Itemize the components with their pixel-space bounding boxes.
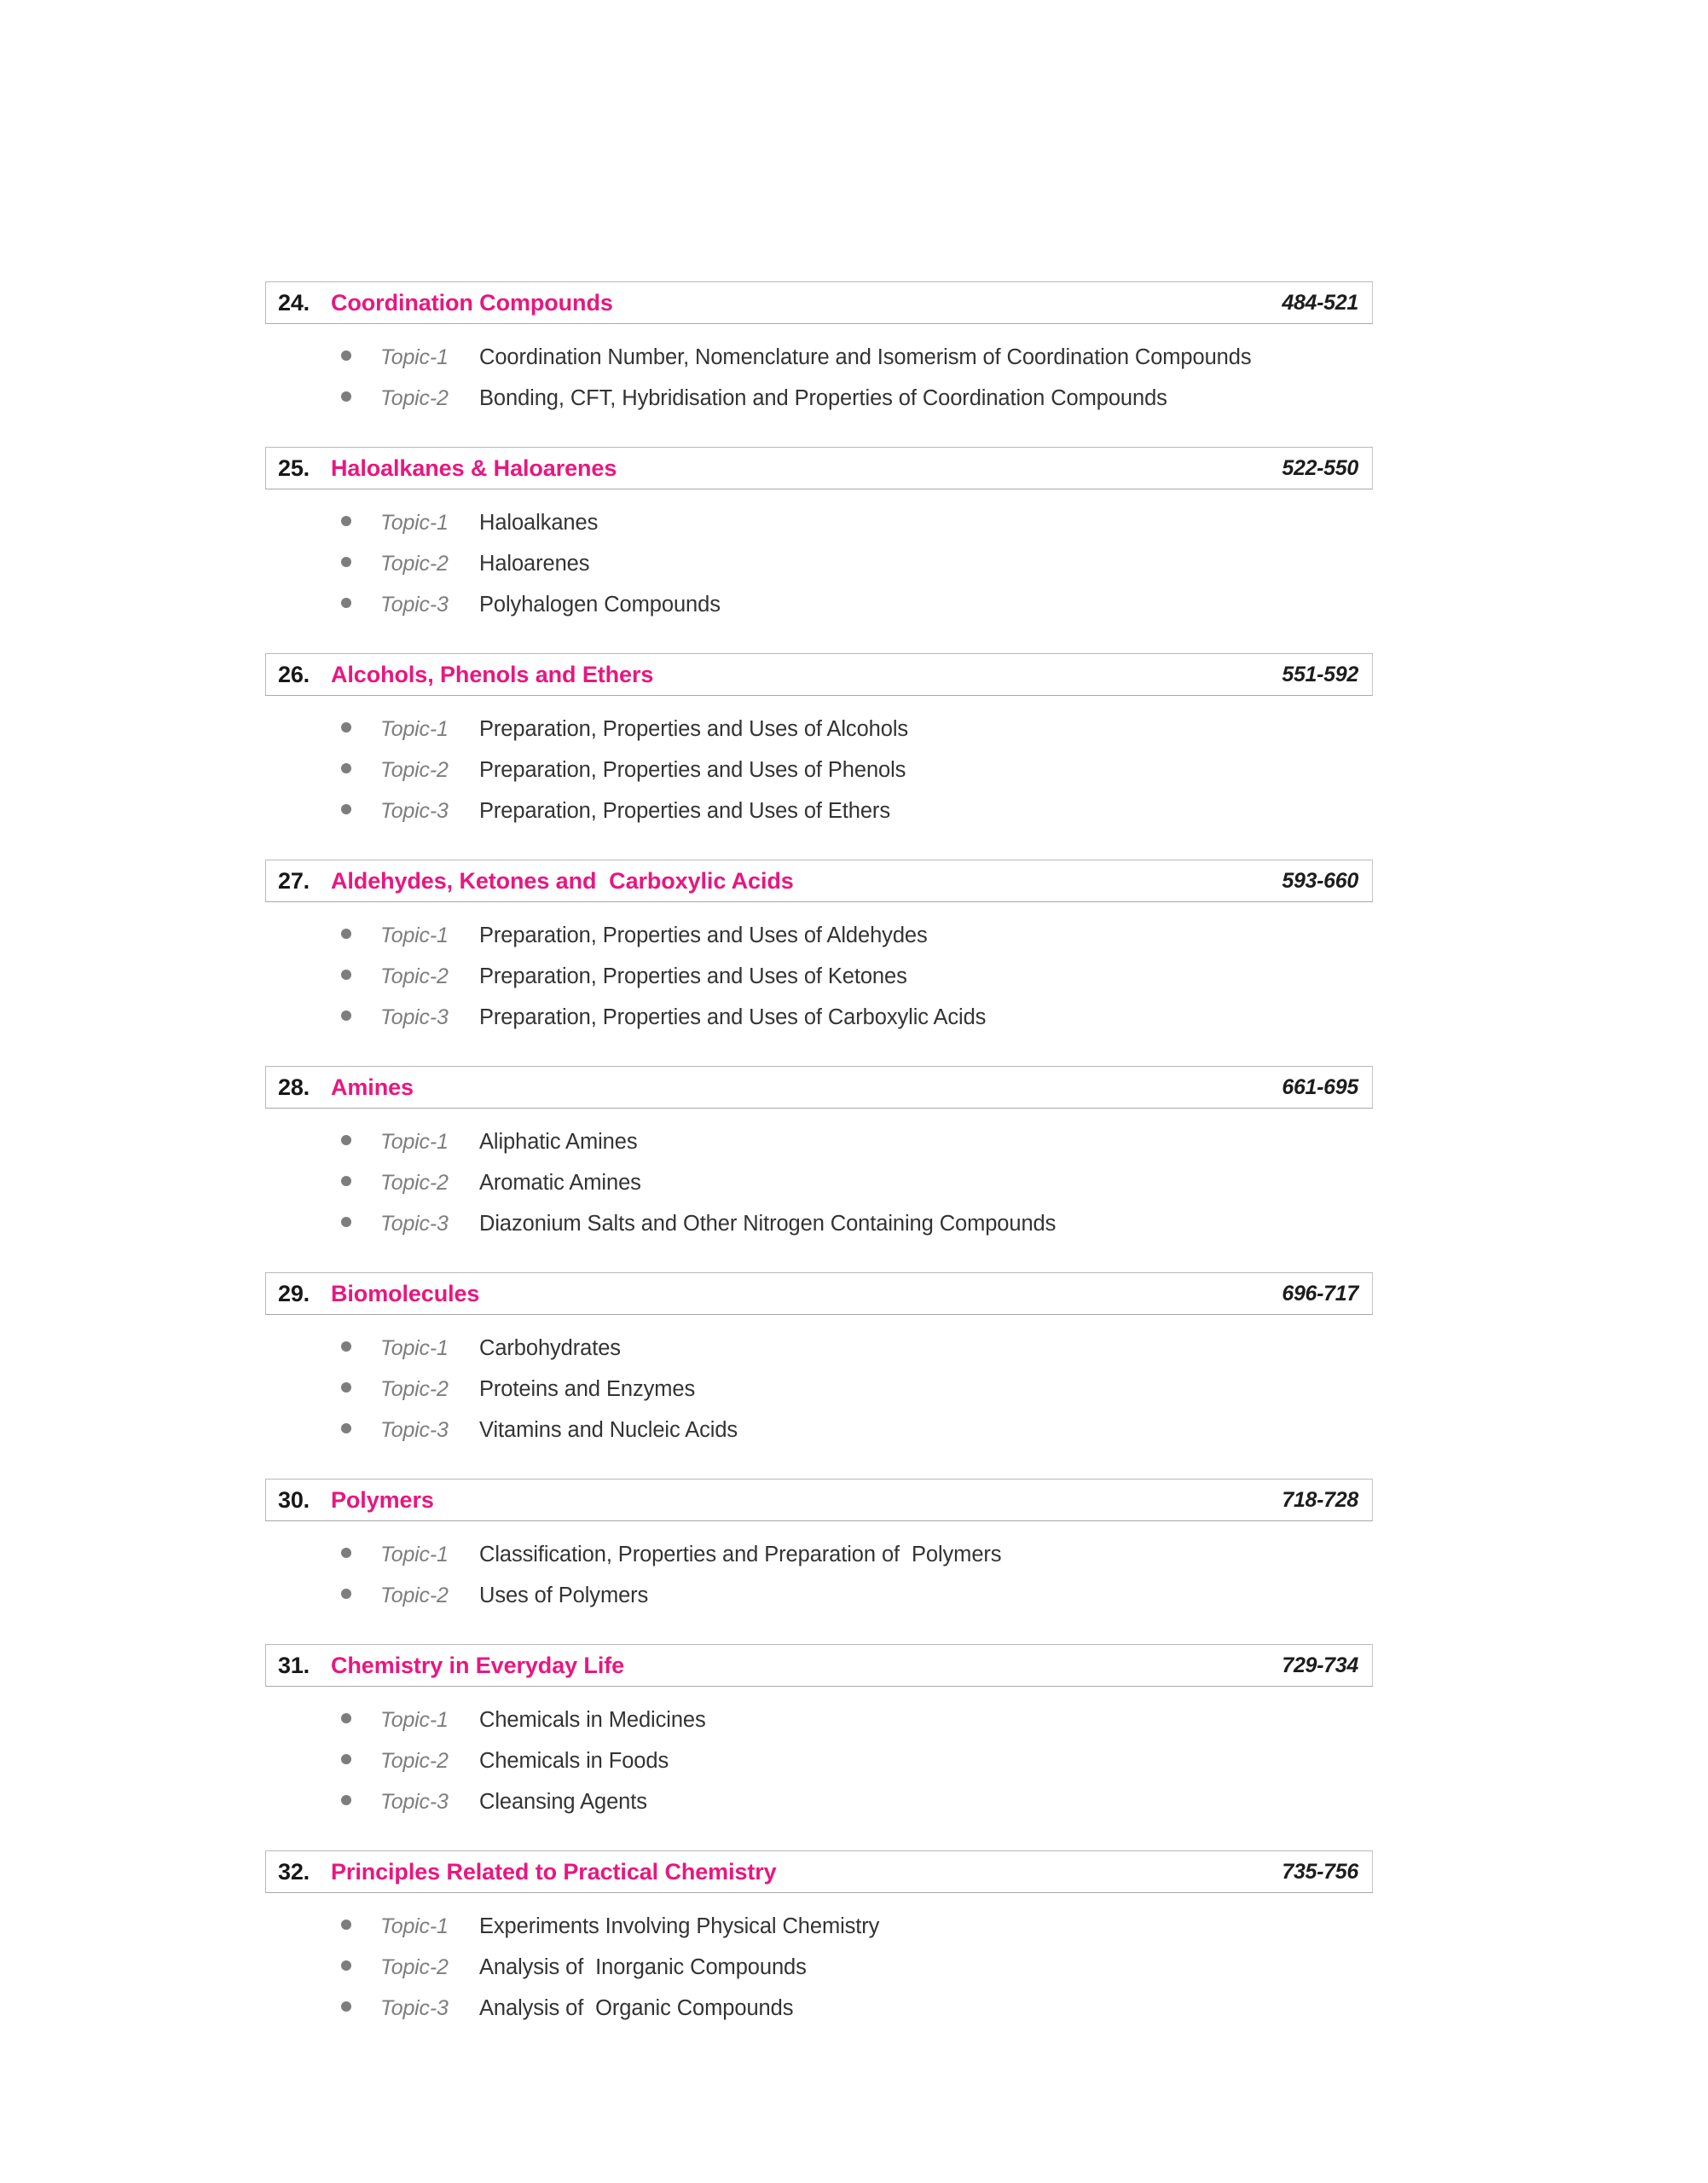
topic-description: Proteins and Enzymes xyxy=(479,1377,696,1401)
topic-description: Preparation, Properties and Uses of Phenols xyxy=(479,758,906,782)
chapter-number: 28. xyxy=(278,1074,310,1100)
bullet-icon xyxy=(265,587,380,608)
bullet-icon xyxy=(265,505,380,526)
topic-description: Preparation, Properties and Uses of Carboxylic Acids xyxy=(479,1005,987,1029)
topic-row[interactable] xyxy=(265,1206,1374,1247)
chapter-number: 32. xyxy=(278,1858,310,1885)
topic-label: Topic-1 xyxy=(380,1708,449,1732)
topic-label: Topic-1 xyxy=(380,345,449,369)
topic-label: Topic-1 xyxy=(380,717,449,741)
topic-row[interactable] xyxy=(265,999,1374,1040)
topic-row[interactable] xyxy=(265,1949,1374,1990)
chapter-page-range: 551-592 xyxy=(1282,662,1358,686)
topic-description: Chemicals in Medicines xyxy=(479,1708,706,1732)
chapter-number: 29. xyxy=(278,1280,310,1306)
topic-row[interactable] xyxy=(265,1330,1374,1371)
topic-row[interactable] xyxy=(265,546,1374,587)
bullet-icon xyxy=(265,1784,380,1805)
topic-label: Topic-2 xyxy=(380,964,449,988)
bullet-icon xyxy=(265,1578,380,1599)
chapter-title[interactable]: Polymers xyxy=(331,1486,434,1513)
topic-description: Preparation, Properties and Uses of Ethers xyxy=(479,799,890,823)
topic-row[interactable] xyxy=(265,752,1374,793)
chapter-page-range: 484-521 xyxy=(1282,290,1358,315)
topic-row[interactable] xyxy=(265,587,1374,628)
topic-description: Uses of Polymers xyxy=(479,1584,649,1607)
chapter-title[interactable]: Biomolecules xyxy=(331,1280,480,1306)
chapter-topic-list xyxy=(265,902,1374,1066)
topic-row[interactable] xyxy=(265,1784,1374,1825)
chapter-entry-24 xyxy=(265,281,1374,447)
topic-row[interactable] xyxy=(265,505,1374,546)
chapter-number: 31. xyxy=(278,1652,310,1678)
bullet-icon xyxy=(265,1330,380,1352)
bullet-icon xyxy=(265,339,380,361)
topic-description: Haloalkanes xyxy=(479,511,599,535)
bullet-icon xyxy=(265,1949,380,1971)
topic-description: Haloarenes xyxy=(479,552,590,576)
topic-label: Topic-2 xyxy=(380,1584,449,1607)
chapter-header-bar[interactable] xyxy=(265,1066,1373,1109)
chapter-header-bar[interactable] xyxy=(265,860,1373,902)
chapter-header-bar[interactable] xyxy=(265,1850,1373,1893)
topic-label: Topic-1 xyxy=(380,511,449,535)
topic-description: Aromatic Amines xyxy=(479,1171,641,1195)
chapter-title[interactable]: Alcohols, Phenols and Ethers xyxy=(331,661,654,687)
topic-description: Chemicals in Foods xyxy=(479,1749,669,1773)
topic-description: Preparation, Properties and Uses of Aldehydes xyxy=(479,924,928,947)
topic-description: Coordination Number, Nomenclature and Isomerism of Coordination Compounds xyxy=(479,345,1252,369)
bullet-icon xyxy=(265,958,380,980)
chapter-title[interactable]: Amines xyxy=(331,1074,414,1100)
chapter-topic-list xyxy=(265,696,1374,860)
chapter-entry-25 xyxy=(265,447,1374,653)
chapter-entry-29 xyxy=(265,1272,1374,1479)
chapter-title[interactable]: Haloalkanes & Haloarenes xyxy=(331,455,617,481)
chapter-topic-list xyxy=(265,1687,1374,1850)
chapter-number: 27. xyxy=(278,867,310,894)
table-of-contents xyxy=(265,281,1374,2057)
bullet-icon xyxy=(265,918,380,939)
topic-description: Analysis of Inorganic Compounds xyxy=(479,1955,807,1979)
topic-description: Experiments Involving Physical Chemistry xyxy=(479,1914,880,1938)
topic-row[interactable] xyxy=(265,1702,1374,1743)
chapter-header-bar[interactable] xyxy=(265,281,1373,324)
topic-label: Topic-2 xyxy=(380,1377,449,1401)
topic-row[interactable] xyxy=(265,1412,1374,1453)
chapter-title[interactable]: Chemistry in Everyday Life xyxy=(331,1652,625,1678)
bullet-icon xyxy=(265,1908,380,1930)
chapter-topic-list xyxy=(265,1109,1374,1272)
chapter-page-range: 696-717 xyxy=(1282,1281,1358,1306)
chapter-topic-list xyxy=(265,1315,1374,1479)
chapter-number: 24. xyxy=(278,289,310,316)
topic-label: Topic-2 xyxy=(380,758,449,782)
topic-row[interactable] xyxy=(265,1165,1374,1206)
topic-label: Topic-2 xyxy=(380,552,449,576)
chapter-topic-list xyxy=(265,489,1374,653)
topic-label: Topic-3 xyxy=(380,1790,449,1814)
topic-description: Preparation, Properties and Uses of Ketones xyxy=(479,964,907,988)
topic-row[interactable] xyxy=(265,918,1374,958)
chapter-header-bar[interactable] xyxy=(265,1479,1373,1521)
topic-label: Topic-3 xyxy=(380,799,449,823)
chapter-entry-31 xyxy=(265,1644,1374,1850)
chapter-page-range: 522-550 xyxy=(1282,455,1358,480)
bullet-icon xyxy=(265,380,380,402)
topic-row[interactable] xyxy=(265,380,1374,421)
bullet-icon xyxy=(265,1537,380,1558)
chapter-entry-30 xyxy=(265,1479,1374,1644)
topic-label: Topic-2 xyxy=(380,1171,449,1195)
topic-label: Topic-3 xyxy=(380,593,449,617)
topic-label: Topic-2 xyxy=(380,1749,449,1773)
topic-row[interactable] xyxy=(265,1578,1374,1618)
topic-description: Classification, Properties and Preparation of Polymers xyxy=(479,1543,1002,1566)
topic-row[interactable] xyxy=(265,1537,1374,1578)
chapter-number: 30. xyxy=(278,1486,310,1513)
topic-row[interactable] xyxy=(265,339,1374,380)
topic-description: Polyhalogen Compounds xyxy=(479,593,721,617)
topic-label: Topic-3 xyxy=(380,1005,449,1029)
chapter-header-bar[interactable] xyxy=(265,447,1373,489)
chapter-entry-27 xyxy=(265,860,1374,1066)
topic-label: Topic-2 xyxy=(380,1955,449,1979)
bullet-icon xyxy=(265,1743,380,1764)
chapter-page-range: 661-695 xyxy=(1282,1074,1358,1099)
bullet-icon xyxy=(265,793,380,814)
topic-label: Topic-1 xyxy=(380,924,449,947)
chapter-entry-28 xyxy=(265,1066,1374,1272)
topic-row[interactable] xyxy=(265,1908,1374,1949)
topic-label: Topic-1 xyxy=(380,1914,449,1938)
bullet-icon xyxy=(265,1165,380,1186)
topic-row[interactable] xyxy=(265,1124,1374,1165)
chapter-topic-list xyxy=(265,324,1374,447)
chapter-title[interactable]: Coordination Compounds xyxy=(331,289,613,316)
chapter-entry-26 xyxy=(265,653,1374,860)
chapter-page-range: 729-734 xyxy=(1282,1653,1358,1677)
chapter-page-range: 735-756 xyxy=(1282,1859,1358,1884)
chapter-topic-list xyxy=(265,1521,1374,1644)
bullet-icon xyxy=(265,1124,380,1145)
topic-row[interactable] xyxy=(265,711,1374,752)
chapter-header-bar[interactable] xyxy=(265,653,1373,696)
topic-row[interactable] xyxy=(265,958,1374,999)
bullet-icon xyxy=(265,1412,380,1433)
topic-row[interactable] xyxy=(265,1743,1374,1784)
chapter-header-bar[interactable] xyxy=(265,1644,1373,1687)
topic-label: Topic-2 xyxy=(380,386,449,410)
topic-description: Diazonium Salts and Other Nitrogen Containing Compounds xyxy=(479,1212,1057,1236)
topic-description: Carbohydrates xyxy=(479,1336,621,1360)
topic-label: Topic-1 xyxy=(380,1130,449,1154)
topic-description: Aliphatic Amines xyxy=(479,1130,638,1154)
chapter-number: 26. xyxy=(278,661,310,687)
chapter-page-range: 718-728 xyxy=(1282,1487,1358,1512)
topic-row[interactable] xyxy=(265,793,1374,834)
topic-description: Analysis of Organic Compounds xyxy=(479,1996,794,2020)
topic-label: Topic-1 xyxy=(380,1336,449,1360)
bullet-icon xyxy=(265,1702,380,1723)
chapter-entry-32 xyxy=(265,1850,1374,2057)
chapter-title[interactable]: Aldehydes, Ketones and Carboxylic Acids xyxy=(331,867,794,894)
bullet-icon xyxy=(265,1371,380,1393)
chapter-header-bar[interactable] xyxy=(265,1272,1373,1315)
topic-label: Topic-1 xyxy=(380,1543,449,1566)
topic-label: Topic-3 xyxy=(380,1996,449,2020)
chapter-page-range: 593-660 xyxy=(1282,868,1358,893)
bullet-icon xyxy=(265,1990,380,2012)
topic-description: Vitamins and Nucleic Acids xyxy=(479,1418,738,1442)
topic-description: Bonding, CFT, Hybridisation and Properties of Coordination Compounds xyxy=(479,386,1167,410)
topic-row[interactable] xyxy=(265,1990,1374,2031)
bullet-icon xyxy=(265,752,380,773)
bullet-icon xyxy=(265,999,380,1021)
bullet-icon xyxy=(265,711,380,732)
topic-row[interactable] xyxy=(265,1371,1374,1412)
topic-label: Topic-3 xyxy=(380,1418,449,1442)
chapter-topic-list xyxy=(265,1893,1374,2057)
topic-description: Preparation, Properties and Uses of Alcohols xyxy=(479,717,909,741)
bullet-icon xyxy=(265,1206,380,1227)
chapter-title[interactable]: Principles Related to Practical Chemistry xyxy=(331,1858,777,1885)
topic-label: Topic-3 xyxy=(380,1212,449,1236)
bullet-icon xyxy=(265,546,380,567)
chapter-number: 25. xyxy=(278,455,310,481)
topic-description: Cleansing Agents xyxy=(479,1790,647,1814)
